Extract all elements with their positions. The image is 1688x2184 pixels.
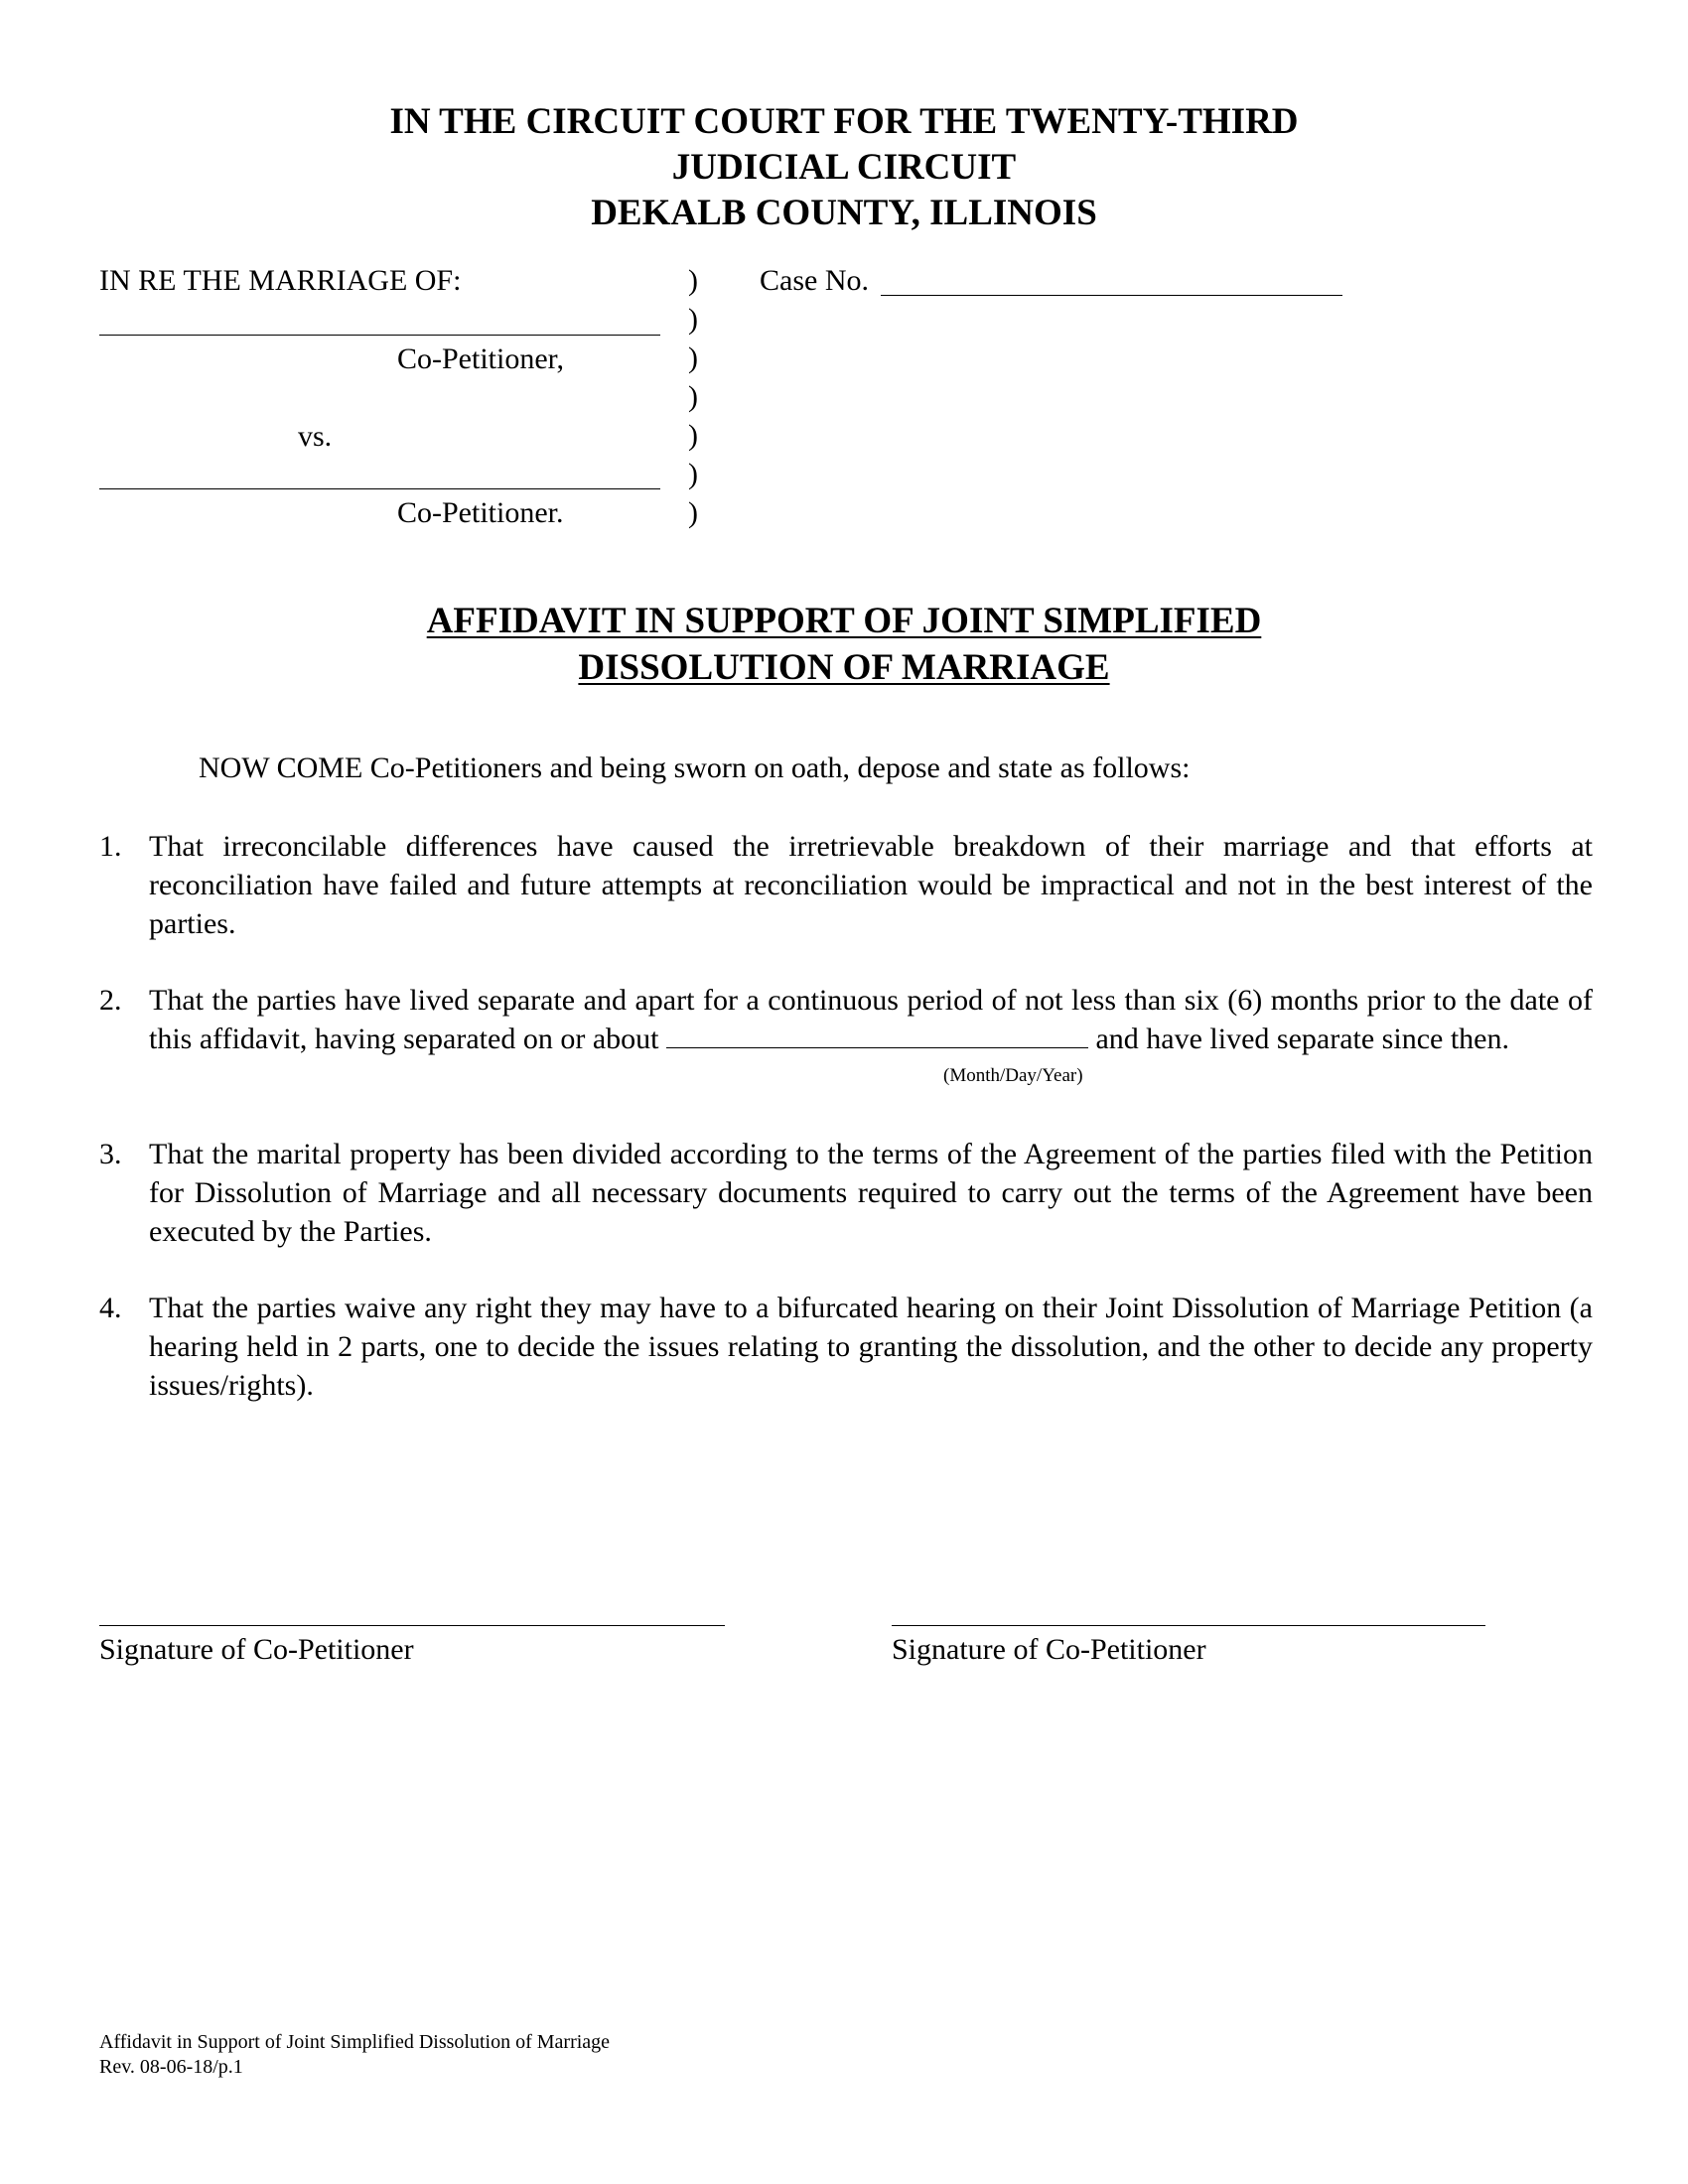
list-item — [99, 1289, 1593, 1405]
list-item-number: 3. — [99, 1138, 122, 1170]
list-item — [99, 981, 1593, 1058]
list-item-text: That irreconcilable differences have caused the irretrievable breakdown of their marriage and that efforts at reconciliation have failed and future attempts at reconciliation would be impractical and not in the best interest of the parties. — [149, 830, 1593, 940]
list-item-text: That the marital property has been divided according to the terms of the Agreement of the parties filed with the Petition for Dissolution of Marriage and all necessary documents required to carry out the terms of the Agreement have been executed by the Parties. — [149, 1138, 1593, 1248]
signature-label-right: Signature of Co-Petitioner — [892, 1633, 1206, 1666]
list-item-text: That the parties waive any right they may have to a bifurcated hearing on their Joint Dissolution of Marriage Petition (a hearing held in 2 parts, one to decide the issues relating to granting the dissolution, and the other to decide any property issues/rights). — [149, 1292, 1593, 1402]
separation-date-hint: (Month/Day/Year) — [943, 1065, 1083, 1086]
footer-title: Affidavit in Support of Joint Simplified Dissolution of Marriage — [99, 2031, 611, 2053]
list-item — [99, 827, 1593, 943]
in-re-label: IN RE THE MARRIAGE OF: — [99, 264, 462, 297]
footer — [99, 2030, 610, 2080]
document-title-line1: AFFIDAVIT IN SUPPORT OF JOINT SIMPLIFIED — [426, 601, 1262, 641]
court-heading — [0, 99, 1688, 236]
party2-name-line[interactable] — [99, 488, 660, 489]
caption-divider — [688, 264, 698, 535]
list-item-text-before: That the parties have lived separate and apart for a continuous period of not less than six (6) months prior to the date of this affidavit, having separated on or about — [149, 984, 1593, 1055]
caption-paren: ) — [688, 458, 698, 490]
case-no-label: Case No. — [760, 264, 869, 297]
caption-paren: ) — [688, 419, 698, 452]
caption-paren: ) — [688, 341, 698, 374]
vs-label: vs. — [298, 420, 333, 453]
caption-paren: ) — [688, 264, 698, 297]
signature-label-left: Signature of Co-Petitioner — [99, 1633, 414, 1666]
list-item — [99, 1135, 1593, 1251]
caption-paren: ) — [688, 496, 698, 529]
signature-line-right[interactable] — [892, 1625, 1485, 1626]
list-item-text — [149, 981, 1593, 1058]
court-heading-line1: IN THE CIRCUIT COURT FOR THE TWENTY-THIRD — [389, 101, 1299, 142]
footer-revision: Rev. 08-06-18/p.1 — [99, 2056, 243, 2078]
party2-label: Co-Petitioner. — [397, 496, 564, 529]
list-item-number: 1. — [99, 830, 122, 863]
court-heading-line2: JUDICIAL CIRCUIT — [671, 147, 1017, 188]
party1-name-line[interactable] — [99, 335, 660, 336]
case-no-line[interactable] — [881, 295, 1342, 296]
list-item-number: 4. — [99, 1292, 122, 1324]
document-title-line2: DISSOLUTION OF MARRIAGE — [578, 647, 1110, 688]
caption-paren: ) — [688, 303, 698, 336]
separation-date-blank[interactable] — [666, 1024, 1088, 1048]
document-title — [0, 598, 1688, 691]
signature-line-left[interactable] — [99, 1625, 725, 1626]
list-item-number: 2. — [99, 984, 122, 1017]
party1-label: Co-Petitioner, — [397, 342, 564, 375]
caption-paren: ) — [688, 380, 698, 413]
court-heading-line3: DEKALB COUNTY, ILLINOIS — [591, 193, 1097, 233]
list-item-text-after: and have lived separate since then. — [1095, 1023, 1509, 1055]
intro-paragraph: NOW COME Co-Petitioners and being sworn on oath, depose and state as follows: — [199, 751, 1191, 784]
